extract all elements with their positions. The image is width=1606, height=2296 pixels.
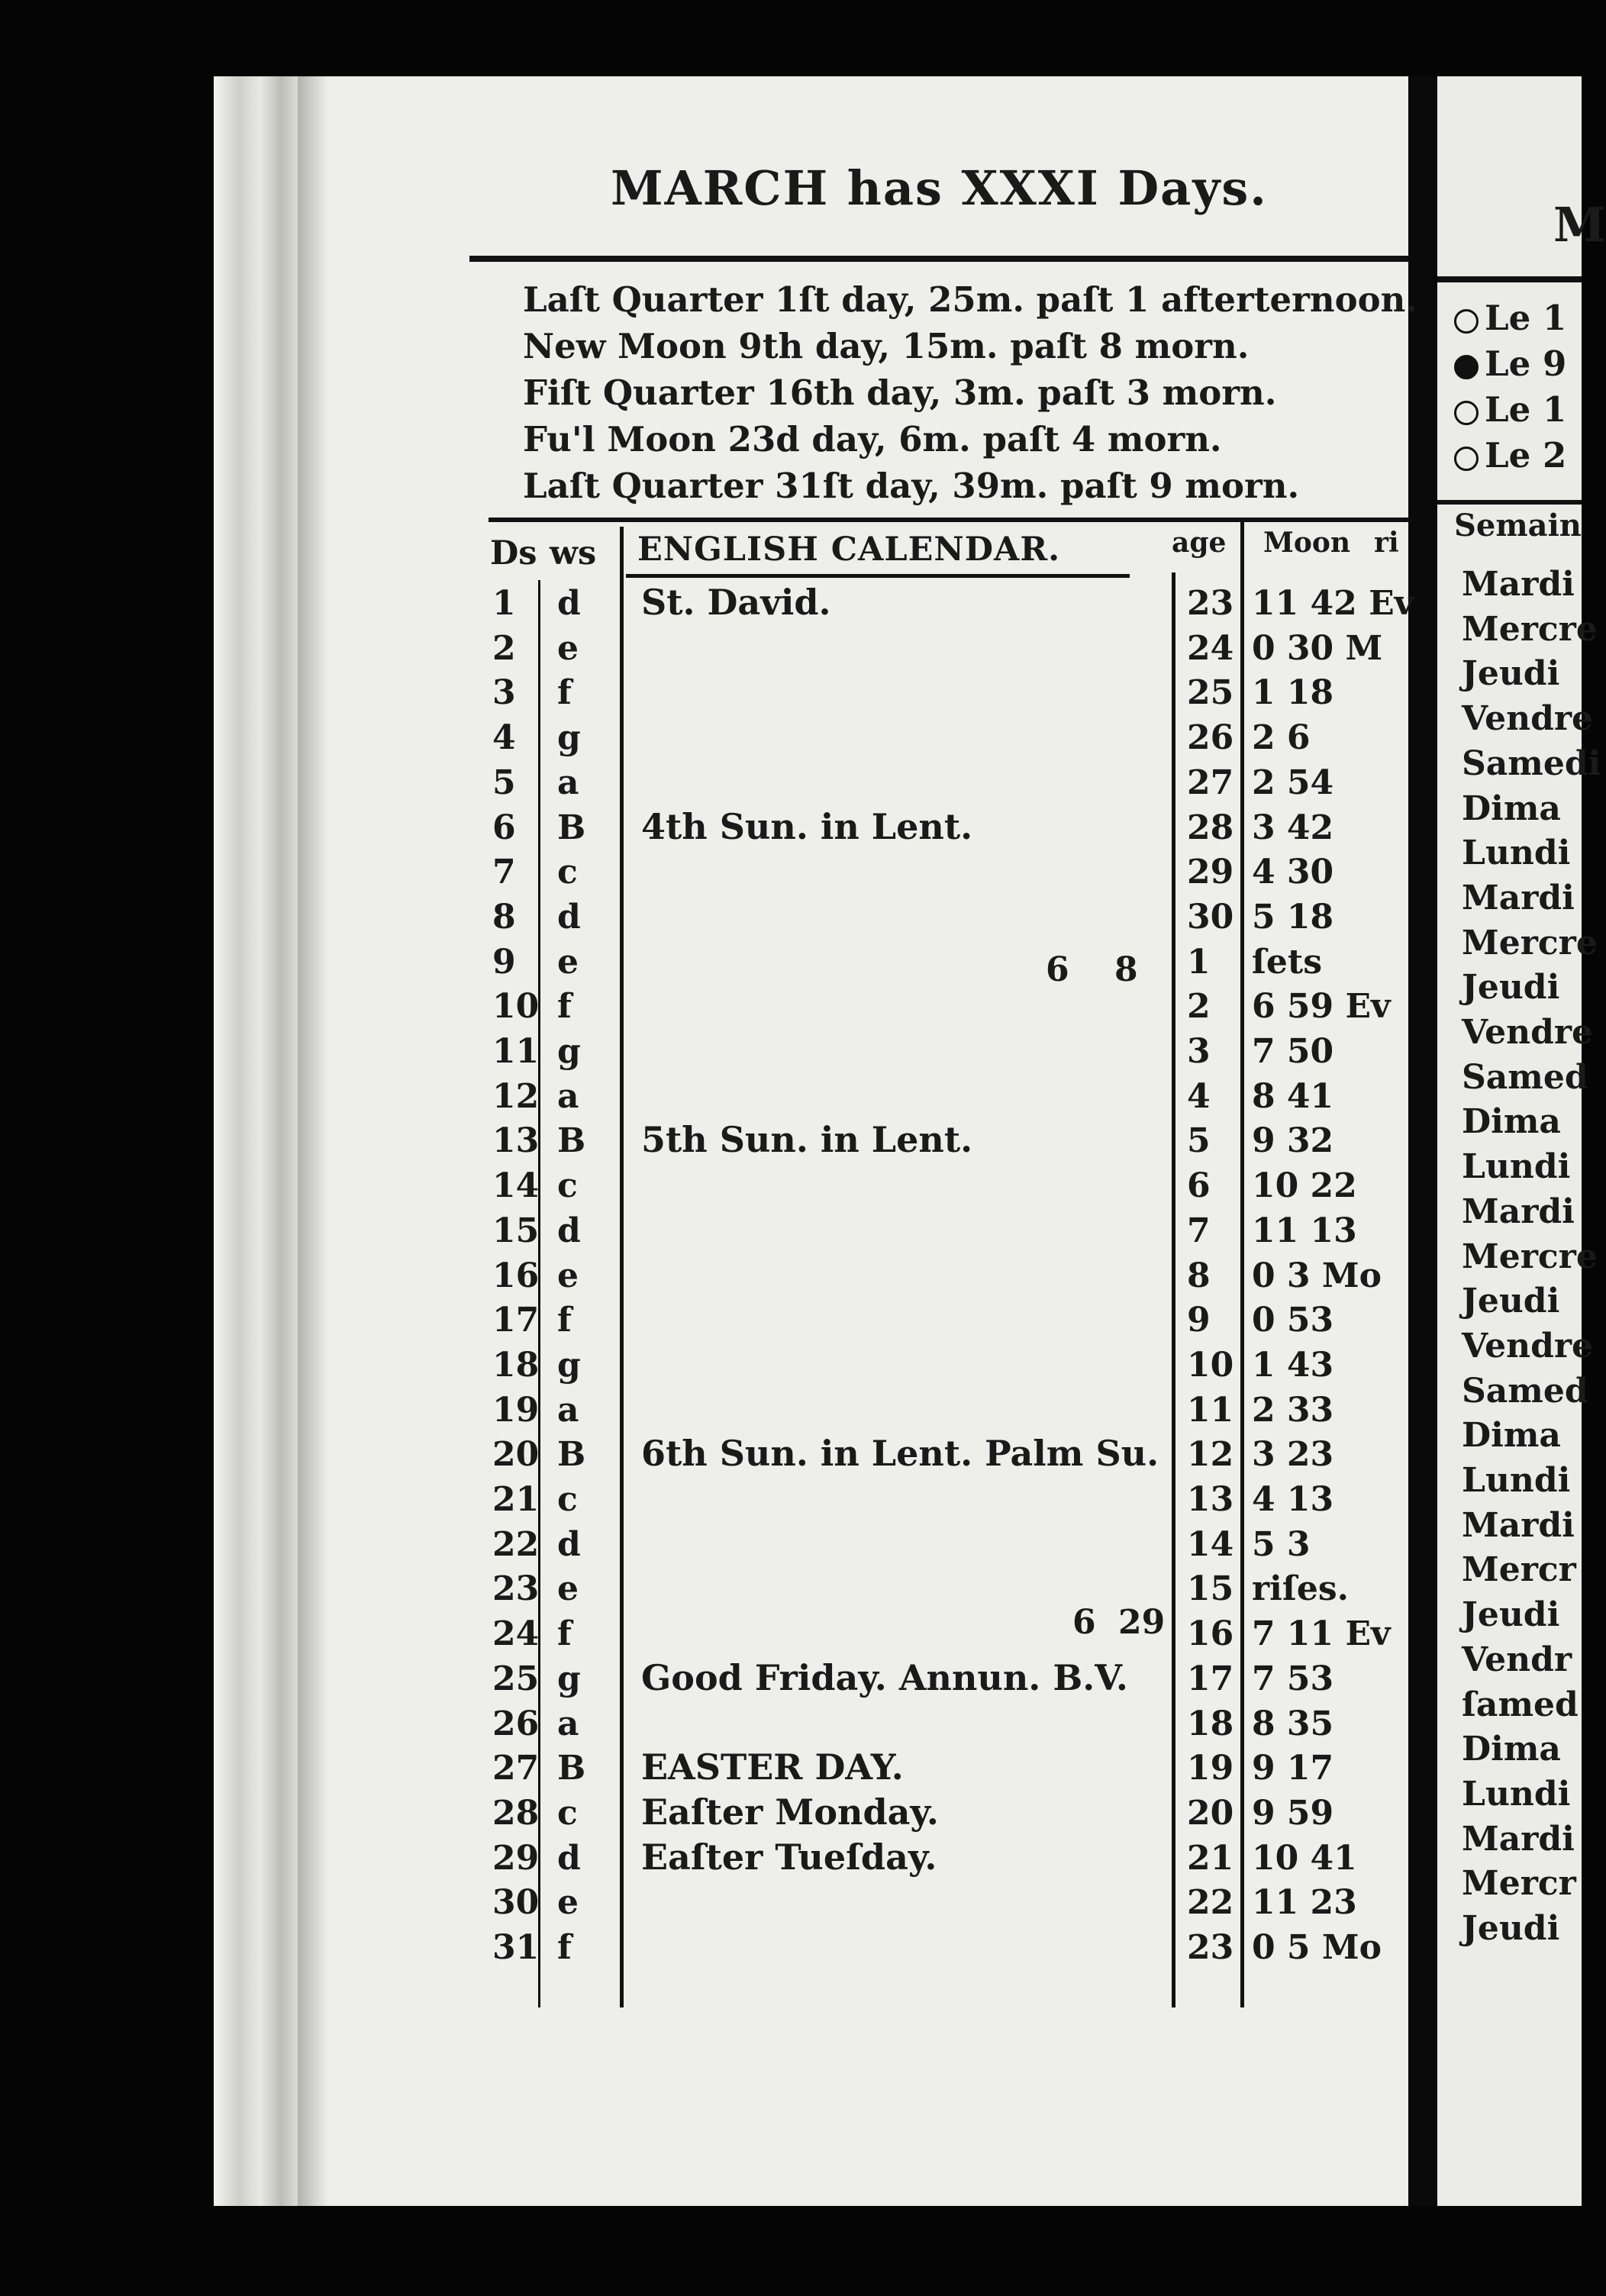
moon-time: 7 53 [1252,1659,1334,1698]
moon-age: 23 [1187,1928,1234,1967]
week-letter: e [557,943,579,982]
next-page-day: Jeudi [1462,1909,1560,1948]
next-page-day: Jeudi [1462,968,1560,1007]
moon-time: 1 18 [1252,673,1334,712]
moon-time: 0 5 Mo [1252,1928,1382,1967]
day-number: 11 [492,1032,540,1071]
day-number: 14 [492,1166,540,1205]
moon-time: riſes. [1252,1569,1349,1608]
moon-age: 1 [1187,943,1211,982]
day-number: 9 [492,943,516,982]
col-header-ds: Ds [490,534,537,572]
week-letter: B [557,1121,586,1160]
next-page-phase: Le 1 [1454,298,1566,338]
day-number: 10 [492,987,540,1026]
week-letter: g [557,1032,581,1071]
week-letter: B [557,1435,586,1474]
next-page-day: Vendre [1462,1013,1594,1052]
day-number: 31 [492,1928,540,1967]
next-page-rule [1437,276,1582,282]
week-letter: e [557,1256,579,1295]
next-page-day: Mercre [1462,610,1598,649]
title-rule [469,256,1408,262]
moon-age: 6 [1187,1166,1211,1205]
moon-age: 15 [1187,1569,1234,1608]
phase-line: Laſt Quarter 31ſt day, 39m. paſt 9 morn. [523,466,1300,506]
next-page-table-rule [1437,500,1582,505]
moon-time: 9 59 [1252,1794,1334,1833]
moon-age: 20 [1187,1794,1234,1833]
day-number: 6 [492,808,516,847]
day-number: 18 [492,1346,540,1385]
week-letter: f [557,1614,572,1653]
week-letter: d [557,584,581,623]
moon-time: 3 42 [1252,808,1334,847]
moon-age: 26 [1187,718,1234,757]
col-header-calendar: ENGLISH CALENDAR. [637,530,1061,569]
next-page-day: Mercre [1462,924,1598,963]
moon-time: 1 43 [1252,1346,1334,1385]
day-number: 27 [492,1749,540,1788]
week-letter: a [557,1391,579,1430]
moon-age: 2 [1187,987,1211,1026]
moon-phases [523,276,1417,509]
rule-cal-age [1172,572,1175,2007]
next-page-day: Mardi [1462,1192,1575,1231]
margin-note: 6 [1046,950,1069,989]
moon-time: 5 3 [1252,1525,1311,1564]
day-number: 17 [492,1301,540,1340]
calendar-event: 6th Sun. in Lent. Palm Su. [641,1433,1159,1474]
moon-age: 21 [1187,1839,1234,1878]
next-page-title: M [1553,197,1606,253]
moon-age: 10 [1187,1346,1234,1385]
next-page-phase: Le 1 [1454,389,1566,430]
week-letter: g [557,1346,581,1385]
moon-time: 0 53 [1252,1301,1334,1340]
moon-time: 11 42 Ev [1252,584,1414,623]
moon-age: 9 [1187,1301,1211,1340]
margin-note: 29 [1118,1603,1166,1642]
phase-line: Fu'l Moon 23d day, 6m. paſt 4 morn. [523,419,1222,460]
moon-time: 9 17 [1252,1749,1334,1788]
day-number: 30 [492,1883,540,1922]
moon-time: 8 41 [1252,1077,1334,1116]
next-page-day: Jeudi [1462,654,1560,693]
day-number: 7 [492,853,516,892]
day-number: 12 [492,1077,540,1116]
moon-age: 22 [1187,1883,1234,1922]
day-number: 22 [492,1525,540,1564]
moon-age: 23 [1187,584,1234,623]
full-moon-icon [1454,447,1479,471]
next-page-phase: Le 9 [1454,343,1566,384]
week-letter: B [557,808,586,847]
next-page-day: Dima [1462,1102,1561,1141]
moon-age: 16 [1187,1614,1234,1653]
week-letter: e [557,1569,579,1608]
next-page-day: Lundi [1462,834,1571,872]
day-number: 1 [492,584,516,623]
next-page-day: Dima [1462,1730,1561,1769]
moon-time: 4 13 [1252,1480,1334,1519]
day-number: 15 [492,1211,540,1250]
week-letter: g [557,1659,581,1698]
next-page-day: Mercre [1462,1237,1598,1276]
next-page-day: Mardi [1462,1506,1575,1545]
week-letter: f [557,1301,572,1340]
next-page-day: Vendre [1462,1327,1594,1366]
table-top-rule [489,518,1408,522]
next-page-day: Mardi [1462,565,1575,604]
next-page-day: Vendr [1462,1640,1572,1679]
rule-age-moon [1240,519,1244,2007]
moon-time: 2 6 [1252,718,1311,757]
week-letter: d [557,1839,581,1878]
moon-age: 11 [1187,1391,1234,1430]
moon-time: 10 41 [1252,1839,1357,1878]
day-number: 5 [492,763,516,802]
next-page-day: Samed [1462,1058,1588,1097]
next-page-day: Jeudi [1462,1595,1560,1634]
moon-age: 14 [1187,1525,1234,1564]
week-letter: a [557,1077,579,1116]
phase-line: Fiſt Quarter 16th day, 3m. paſt 3 morn. [523,372,1277,413]
margin-note: 8 [1114,950,1138,989]
week-letter: f [557,987,572,1026]
week-letter: B [557,1749,586,1788]
moon-age: 30 [1187,898,1234,937]
next-page-day: Lundi [1462,1461,1571,1500]
week-letter: d [557,898,581,937]
phase-line: New Moon 9th day, 15m. paſt 8 morn. [523,326,1250,366]
moon-time: 5 18 [1252,898,1334,937]
moon-time: 2 33 [1252,1391,1334,1430]
new-moon-icon [1454,355,1479,379]
col-header-moon: Moon [1263,527,1351,559]
week-letter: e [557,629,579,668]
day-number: 16 [492,1256,540,1295]
moon-time: 3 23 [1252,1435,1334,1474]
next-page-day: Dima [1462,1416,1561,1455]
moon-age: 25 [1187,673,1234,712]
moon-age: 29 [1187,853,1234,892]
calendar-event: 5th Sun. in Lent. [641,1119,973,1160]
moon-time: 6 59 Ev [1252,987,1391,1026]
moon-time: 8 35 [1252,1704,1334,1743]
day-number: 23 [492,1569,540,1608]
moon-time: 0 3 Mo [1252,1256,1382,1295]
moon-age: 18 [1187,1704,1234,1743]
day-number: 28 [492,1794,540,1833]
next-page-day: Mercr [1462,1550,1576,1589]
next-page-day: Mercr [1462,1864,1576,1903]
week-letter: a [557,1704,579,1743]
moon-time: 2 54 [1252,763,1334,802]
moon-time: 9 32 [1252,1121,1334,1160]
day-number: 19 [492,1391,540,1430]
col-header-age: age [1172,527,1227,559]
moon-time: ſets [1252,943,1323,982]
col-header-rises: ri [1374,527,1399,559]
moon-age: 7 [1187,1211,1211,1250]
moon-phase-icon [1454,309,1479,334]
moon-age: 8 [1187,1256,1211,1295]
moon-age: 19 [1187,1749,1234,1788]
day-number: 8 [492,898,516,937]
next-page-header: Semain [1454,508,1582,543]
week-letter: c [557,853,578,892]
moon-age: 27 [1187,763,1234,802]
moon-age: 17 [1187,1659,1234,1698]
header-underline [626,574,1130,578]
day-number: 13 [492,1121,540,1160]
moon-time: 7 50 [1252,1032,1334,1071]
day-number: 24 [492,1614,540,1653]
moon-time: 7 11 Ev [1252,1614,1391,1653]
moon-age: 4 [1187,1077,1211,1116]
week-letter: f [557,1928,572,1967]
day-number: 26 [492,1704,540,1743]
calendar-event: Eaſter Monday. [641,1791,939,1833]
moon-time: 0 30 M [1252,629,1383,668]
next-page-phase: Le 2 [1454,435,1566,476]
day-number: 25 [492,1659,540,1698]
calendar-event: St. David. [641,582,831,623]
moon-age: 13 [1187,1480,1234,1519]
day-number: 3 [492,673,516,712]
day-number: 20 [492,1435,540,1474]
week-letter: g [557,718,581,757]
week-letter: e [557,1883,579,1922]
calendar-event: 4th Sun. in Lent. [641,806,973,847]
moon-time: 11 23 [1252,1883,1357,1922]
margin-note: 6 [1072,1603,1096,1642]
next-page-day: Lundi [1462,1775,1571,1814]
book-edge [214,76,298,2206]
day-number: 29 [492,1839,540,1878]
week-letter: c [557,1480,578,1519]
next-page-day: Jeudi [1462,1282,1560,1321]
moon-age: 24 [1187,629,1234,668]
next-page-day: Lundi [1462,1147,1571,1186]
page-shadow [298,76,328,2206]
next-page-day: Mardi [1462,879,1575,917]
week-letter: d [557,1525,581,1564]
week-letter: f [557,673,572,712]
moon-time: 10 22 [1252,1166,1357,1205]
next-page-day: Mardi [1462,1820,1575,1859]
next-page-day: Vendre [1462,699,1594,738]
col-header-ws: ws [550,534,597,572]
day-number: 4 [492,718,516,757]
next-page-day: Dima [1462,789,1561,828]
moon-time: 11 13 [1252,1211,1357,1250]
week-letter: c [557,1794,578,1833]
rule-ws-cal [620,527,624,2007]
moon-age: 12 [1187,1435,1234,1474]
week-letter: c [557,1166,578,1205]
next-page-day: Samed [1462,1372,1588,1411]
moon-phase-icon [1454,401,1479,425]
calendar-event: Eaſter Tueſday. [641,1836,937,1878]
page-title: MARCH has XXXI Days. [611,160,1268,216]
calendar-event: EASTER DAY. [641,1746,904,1788]
calendar-event: Good Friday. Annun. B.V. [641,1657,1128,1698]
week-letter: d [557,1211,581,1250]
moon-age: 28 [1187,808,1234,847]
next-page-day: Samedi [1462,744,1601,783]
moon-time: 4 30 [1252,853,1334,892]
week-letter: a [557,763,579,802]
moon-age: 5 [1187,1121,1211,1160]
next-page-day: ſamed [1462,1685,1579,1724]
day-number: 21 [492,1480,540,1519]
day-number: 2 [492,629,516,668]
phase-line: Laſt Quarter 1ſt day, 25m. paſt 1 afterternoon. [523,279,1417,320]
moon-age: 3 [1187,1032,1211,1071]
